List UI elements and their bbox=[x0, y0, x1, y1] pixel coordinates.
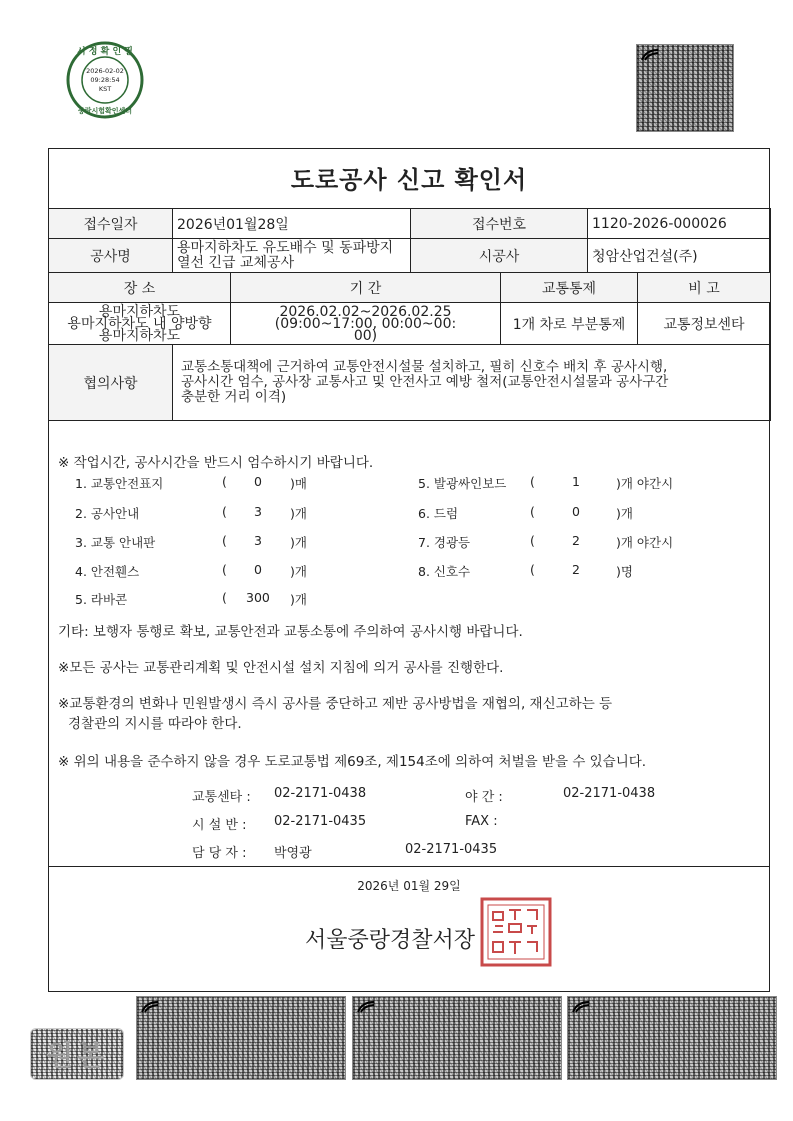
traffic-value: 1개 차로 부분통제 bbox=[501, 303, 638, 345]
consult-line1: 교통소통대책에 근거하여 교통안전시설물 설치하고, 필히 신호수 배치 후 공사시행, bbox=[181, 359, 668, 375]
item-row bbox=[75, 504, 139, 522]
seal-time: 09:28:54 bbox=[90, 76, 120, 84]
item-name: 4. 안전휀스 bbox=[75, 564, 140, 579]
project-line2: 열선 긴급 교체공사 bbox=[177, 254, 295, 271]
item-paren: ( bbox=[222, 562, 227, 577]
item-paren: ( bbox=[530, 562, 535, 577]
item-unit: )개 야간시 bbox=[616, 476, 674, 491]
receipt-no-label: 접수번호 bbox=[411, 209, 588, 239]
watermark-text: 원본 bbox=[45, 1039, 109, 1072]
barcode-bottom-2 bbox=[352, 996, 562, 1080]
place-cell bbox=[49, 303, 231, 345]
barcode-bottom-1 bbox=[136, 996, 346, 1080]
seal-bottom-text: 중랑시험확인센터 bbox=[77, 107, 133, 115]
barcode-corner-icon bbox=[640, 48, 660, 62]
receipt-no: 1120-2026-000026 bbox=[588, 209, 771, 239]
period-cell bbox=[231, 303, 501, 345]
period-line1: 2026.02.02~2026.02.25 bbox=[279, 303, 452, 320]
item-qty: 2 bbox=[572, 562, 580, 577]
notice-1: ※모든 공사는 교통관리계획 및 안전시설 설치 지침에 의거 공사를 진행한다. bbox=[58, 660, 504, 676]
item-qty: 2 bbox=[572, 533, 580, 548]
consult-line2: 공사시간 엄수, 공사장 교통사고 및 안전사고 예방 철저(교통안전시설물과 공사구간 bbox=[181, 374, 669, 390]
verification-seal bbox=[60, 40, 150, 120]
item-unit: )개 bbox=[616, 506, 633, 521]
item-unit: )개 bbox=[290, 535, 307, 550]
project-line1: 용마지하차도 유도배수 및 동파방지 bbox=[177, 239, 394, 256]
project-name bbox=[173, 239, 411, 273]
project-label: 공사명 bbox=[49, 239, 173, 273]
item-qty: 0 bbox=[572, 504, 580, 519]
consult-line3: 충분한 거리 이격) bbox=[181, 389, 287, 405]
item-row bbox=[418, 562, 470, 580]
barcode-corner-icon bbox=[140, 1000, 160, 1014]
info-table bbox=[48, 208, 771, 421]
etc-note: 기타: 보행자 통행로 확보, 교통안전과 교통소통에 주의하여 공사시행 바랍니다. bbox=[58, 624, 523, 640]
barcode-bottom-3 bbox=[567, 996, 777, 1080]
note-label: 비 고 bbox=[638, 273, 771, 303]
period-line2: (09:00~17:00, 00:00~00: bbox=[274, 315, 457, 332]
item-paren: ( bbox=[530, 504, 535, 519]
item-row bbox=[75, 590, 127, 608]
item-name: 5. 발광싸인보드 bbox=[418, 476, 507, 491]
item-paren: ( bbox=[530, 474, 535, 489]
barcode-corner-icon bbox=[356, 1000, 376, 1014]
period-line3: 00) bbox=[353, 327, 378, 344]
notice-2-line1: ※교통환경의 변화나 민원발생시 즉시 공사를 중단하고 제반 공사방법을 재협의, 재신고하는 등 bbox=[58, 696, 613, 712]
place-line2: 용마지하차도 내 양방향 bbox=[67, 315, 212, 332]
item-row bbox=[75, 533, 155, 551]
item-paren: ( bbox=[222, 533, 227, 548]
manager-name: 박영광 bbox=[274, 846, 312, 861]
original-watermark bbox=[30, 1028, 124, 1080]
barcode-corner-icon bbox=[571, 1000, 591, 1014]
item-qty: 0 bbox=[254, 562, 262, 577]
traffic-label: 교통통제 bbox=[501, 273, 638, 303]
item-name: 7. 경광등 bbox=[418, 535, 471, 550]
consult-text bbox=[173, 345, 771, 421]
place-line3: 용마지하차도 bbox=[98, 327, 181, 344]
item-qty: 1 bbox=[572, 474, 580, 489]
contractor: 청암산업건설(주) bbox=[588, 239, 771, 273]
item-row bbox=[75, 562, 139, 580]
night-label: 야 간 : bbox=[465, 790, 503, 805]
seal-date: 2026-02-02 bbox=[86, 67, 124, 75]
facility-phone: 02-2171-0435 bbox=[274, 814, 367, 829]
item-row bbox=[418, 474, 506, 492]
item-name: 3. 교통 안내판 bbox=[75, 535, 156, 550]
notice-2-line2: 경찰관의 지시를 따라야 한다. bbox=[68, 716, 242, 732]
fax-label: FAX : bbox=[465, 814, 498, 829]
item-name: 1. 교통안전표지 bbox=[75, 476, 164, 491]
item-row bbox=[418, 504, 458, 522]
contractor-label: 시공사 bbox=[411, 239, 588, 273]
center-label: 교통센타 : bbox=[192, 790, 251, 805]
item-qty: 300 bbox=[246, 590, 270, 605]
item-unit: )매 bbox=[290, 476, 307, 491]
note-value: 교통정보센타 bbox=[638, 303, 771, 345]
notice-top: ※ 작업시간, 공사시간을 반드시 엄수하시기 바랍니다. bbox=[58, 455, 374, 471]
item-unit: )개 bbox=[290, 564, 307, 579]
divider bbox=[48, 866, 770, 867]
item-unit: )개 bbox=[290, 592, 307, 607]
item-qty: 0 bbox=[254, 474, 262, 489]
item-unit: )개 bbox=[290, 506, 307, 521]
receipt-date: 2026년01월28일 bbox=[173, 209, 411, 239]
receipt-date-label: 접수일자 bbox=[49, 209, 173, 239]
item-paren: ( bbox=[222, 590, 227, 605]
facility-label: 시 설 반 : bbox=[192, 818, 247, 833]
item-paren: ( bbox=[222, 504, 227, 519]
period-label: 기 간 bbox=[231, 273, 501, 303]
place-line1: 용마지하차도 bbox=[98, 303, 181, 320]
item-qty: 3 bbox=[254, 504, 262, 519]
manager-phone: 02-2171-0435 bbox=[405, 842, 498, 857]
issue-date: 2026년 01월 29일 bbox=[357, 879, 461, 893]
item-row bbox=[75, 474, 163, 492]
item-name: 2. 공사안내 bbox=[75, 506, 140, 521]
manager-label: 담 당 자 : bbox=[192, 846, 247, 861]
consult-label: 협의사항 bbox=[49, 345, 173, 421]
official-stamp-icon bbox=[479, 896, 553, 968]
place-label: 장 소 bbox=[49, 273, 231, 303]
seal-top-text: 시 정 확 인 필 bbox=[76, 47, 134, 57]
seal-tz: KST bbox=[98, 85, 112, 93]
item-qty: 3 bbox=[254, 533, 262, 548]
item-paren: ( bbox=[530, 533, 535, 548]
item-name: 8. 신호수 bbox=[418, 564, 471, 579]
item-paren: ( bbox=[222, 474, 227, 489]
night-phone: 02-2171-0438 bbox=[563, 786, 656, 801]
item-name: 6. 드럼 bbox=[418, 506, 459, 521]
document-title: 도로공사 신고 확인서 bbox=[290, 166, 528, 194]
item-row bbox=[418, 533, 470, 551]
item-name: 5. 라바콘 bbox=[75, 592, 128, 607]
notice-3: ※ 위의 내용을 준수하지 않을 경우 도로교통법 제69조, 제154조에 의하여 처벌을 받을 수 있습니다. bbox=[58, 754, 647, 770]
item-unit: )개 야간시 bbox=[616, 535, 674, 550]
item-unit: )명 bbox=[616, 564, 633, 579]
center-phone: 02-2171-0438 bbox=[274, 786, 367, 801]
barcode-top-right bbox=[636, 44, 734, 132]
issuer-name: 서울중랑경찰서장 bbox=[305, 928, 476, 953]
